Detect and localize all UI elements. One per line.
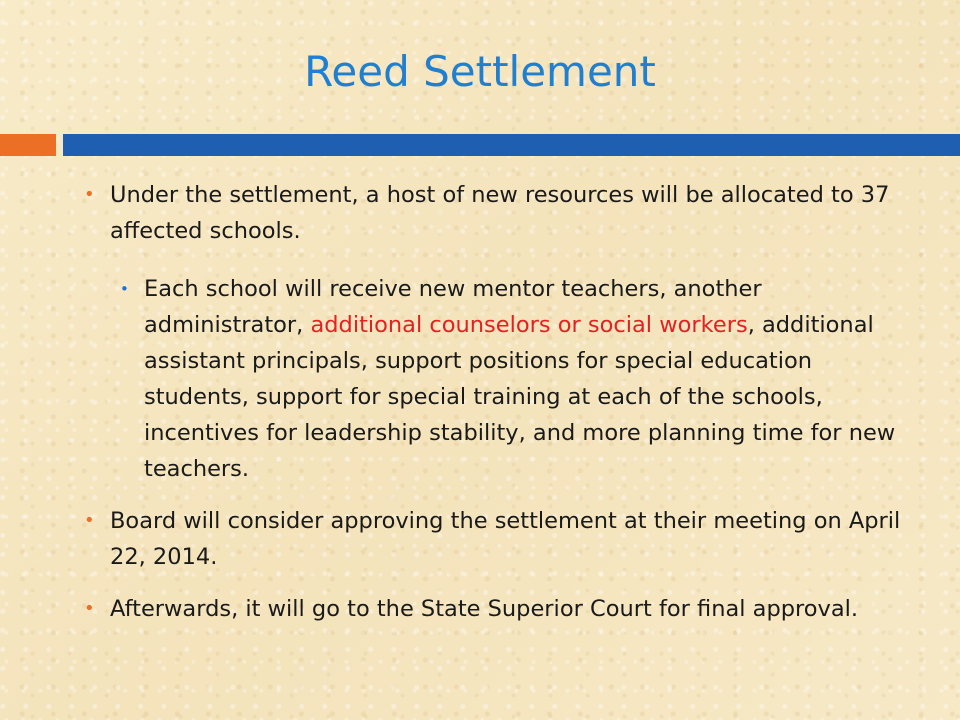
bullet-text: Under the settlement, a host of new resources will be allocated to 37 affected schools.	[110, 182, 890, 244]
bullet-dot-icon: •	[84, 184, 95, 205]
title-accent-bar-blue	[63, 134, 960, 156]
slide-title: Reed Settlement	[304, 47, 656, 96]
bullet-item	[0, 503, 960, 575]
bullet-item	[0, 591, 960, 627]
title-accent-bar-orange	[0, 134, 56, 156]
sub-bullet-text-start: Each school will receive new mentor teachers, another administrator,	[144, 276, 762, 338]
sub-bullet-text-end: , additional assistant principals, support positions for special education students, support for special training at each of the schools, incentives for leadership stability, and more planning time for new teachers.	[144, 312, 896, 482]
bullet-dot-icon: •	[84, 510, 95, 531]
bullet-text: Afterwards, it will go to the State Superior Court for final approval.	[110, 596, 859, 622]
highlighted-text: additional counselors or social workers	[310, 312, 748, 338]
bullet-dot-icon: •	[84, 598, 95, 619]
slide-content	[0, 177, 960, 627]
bullet-text: Board will consider approving the settlement at their meeting on April 22, 2014.	[110, 508, 901, 570]
bullet-item	[0, 177, 960, 249]
sub-bullet-item	[0, 271, 960, 487]
sub-bullet-dot-icon: •	[120, 280, 129, 298]
